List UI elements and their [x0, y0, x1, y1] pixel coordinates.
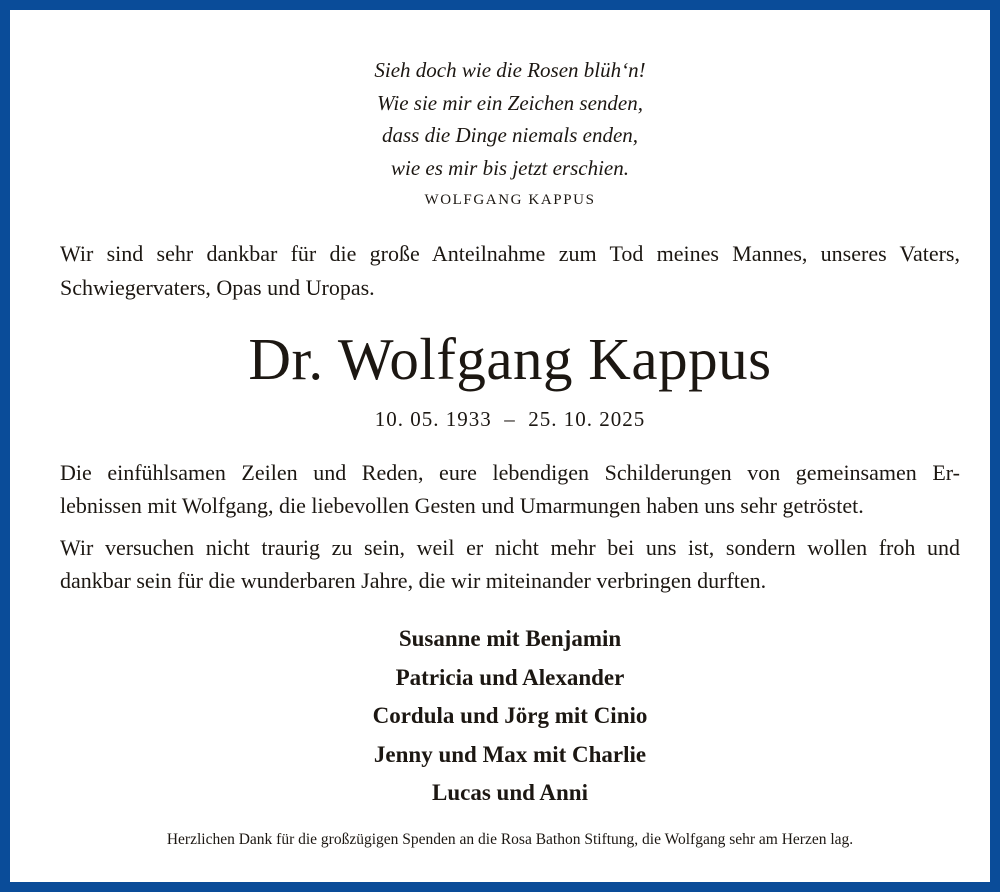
life-dates-text: 10. 05. 1933 – 25. 10. 2025 [374, 407, 646, 431]
intro-line: Schwiegervaters, Opas und Uropas. [60, 275, 375, 300]
paragraph-line: Wir versuchen nicht traurig zu sein, weil er nicht mehr bei uns ist, sondern wollen froh und [60, 535, 960, 560]
paragraph-line: Die einfühlsamen Zeilen und Reden, eure lebendigen Schilderungen von gemeinsamen Er- [60, 460, 960, 485]
paragraph-line: dankbar sein für die wunderbaren Jahre, die wir miteinander verbringen durften. [60, 568, 767, 593]
signer: Jenny und Max mit Charlie [373, 741, 647, 767]
deceased-name: Dr. Wolfgang Kappus [248, 326, 772, 392]
signer: Cordula und Jörg mit Cinio [372, 703, 648, 728]
paragraph-remembrance [60, 531, 960, 597]
donation-note: Herzlichen Dank für die großzügigen Spenden an die Rosa Bathon Stiftung, die Wolfgang sehr am Herzen lag. [166, 831, 854, 848]
signer: Susanne mit Benjamin [398, 626, 622, 651]
paragraph-gratitude [60, 456, 960, 522]
poem-line: Sieh doch wie die Rosen blüh‘n! [374, 58, 646, 82]
poem-line: wie es mir bis jetzt erschien. [391, 155, 629, 180]
intro-line: Wir sind sehr dankbar für die große Anteilnahme zum Tod meines Mannes, unseres Vaters, [60, 241, 960, 266]
paragraph-line: lebnissen mit Wolfgang, die liebevollen Gesten und Umarmungen haben uns sehr getröstet. [60, 493, 864, 518]
poem [60, 54, 960, 184]
life-dates [60, 404, 960, 434]
signer: Lucas und Anni [432, 780, 588, 805]
poem-line: Wie sie mir ein Zeichen senden, [377, 90, 643, 115]
signers-list [60, 620, 960, 813]
poem-line: dass die Dinge niemals enden, [381, 123, 639, 147]
signer: Patricia und Alexander [395, 664, 625, 690]
poem-author: WOLFGANG KAPPUS [424, 192, 596, 208]
intro-text [60, 237, 960, 305]
